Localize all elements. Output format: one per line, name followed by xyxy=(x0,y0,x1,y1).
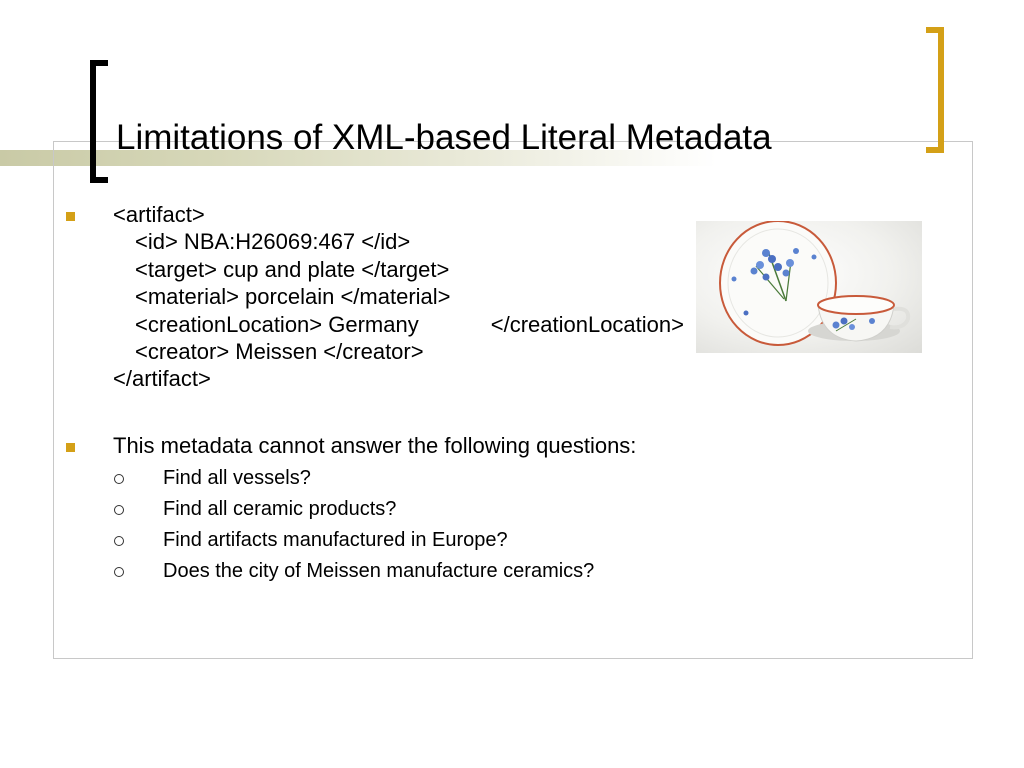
xml-code-block xyxy=(113,201,684,393)
bullet-marker xyxy=(66,443,75,452)
code-line xyxy=(113,311,684,338)
code-line: <target> cup and plate </target> xyxy=(135,256,450,282)
porcelain-cup-and-saucer-photo xyxy=(696,221,922,353)
question-item: Does the city of Meissen manufacture ceramics? xyxy=(163,560,595,582)
sub-bullet-marker xyxy=(114,474,124,484)
sub-bullet-marker xyxy=(114,505,124,515)
left-bracket-decoration xyxy=(90,60,108,183)
porcelain-illustration xyxy=(696,221,922,353)
question-intro: This metadata cannot answer the following questions: xyxy=(113,433,637,458)
sub-bullet-marker xyxy=(114,567,124,577)
code-line: </artifact> xyxy=(113,366,211,392)
code-line: <creator> Meissen </creator> xyxy=(135,339,424,365)
sub-bullet-marker xyxy=(114,536,124,546)
bullet-marker xyxy=(66,212,75,221)
teacup xyxy=(808,296,908,341)
right-bracket-decoration xyxy=(926,27,944,153)
question-item: Find all vessels? xyxy=(163,467,311,489)
code-line: <id> NBA:H26069:467 </id> xyxy=(135,229,411,255)
slide-title: Limitations of XML-based Literal Metadata xyxy=(116,118,772,157)
code-line-part: </creationLocation> xyxy=(490,311,684,337)
question-item: Find all ceramic products? xyxy=(163,498,397,520)
code-line: <artifact> xyxy=(113,202,205,227)
code-line: <material> porcelain </material> xyxy=(135,284,451,310)
question-item: Find artifacts manufactured in Europe? xyxy=(163,529,508,551)
code-line-part: <creationLocation> Germany xyxy=(135,311,419,337)
